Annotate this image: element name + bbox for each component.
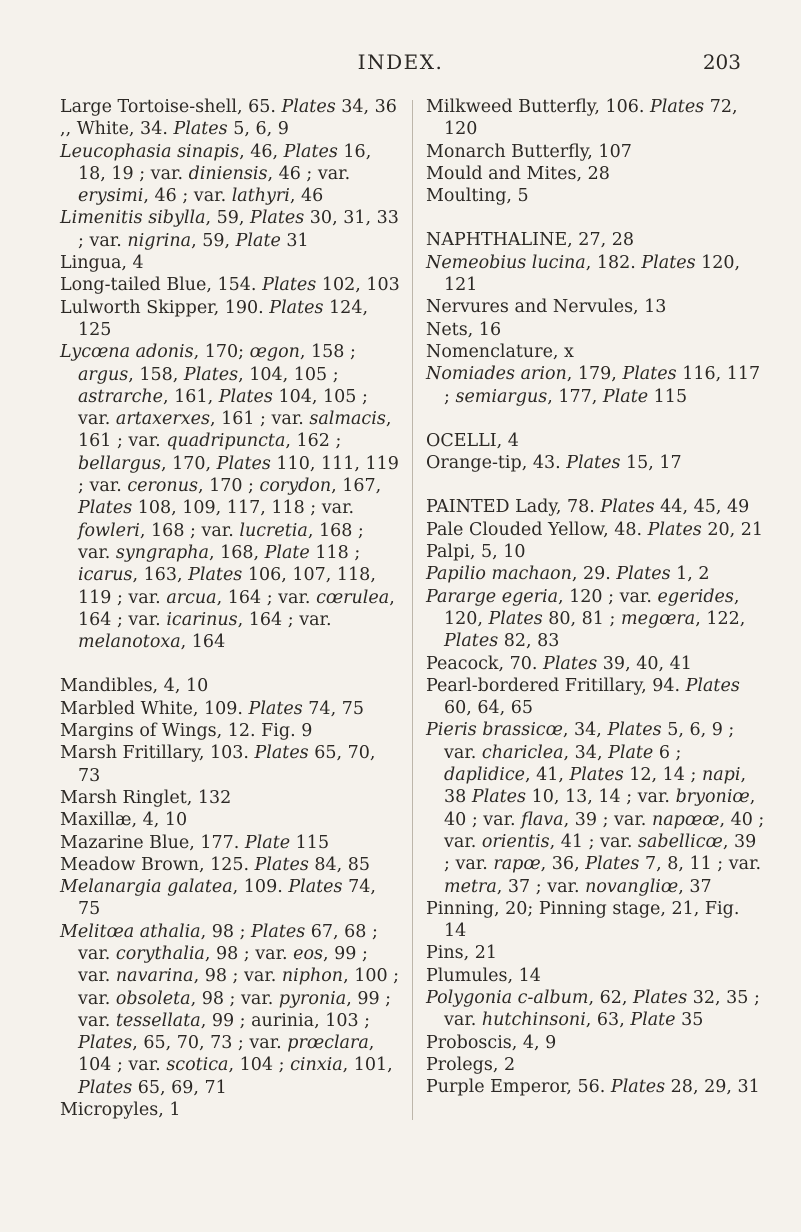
index-entry-text: Milkweed Butterfly, 106.: [426, 97, 650, 117]
index-entry-text: 115: [648, 386, 688, 407]
index-entry: [426, 496, 766, 518]
index-entry-text: salmacis: [309, 409, 386, 430]
index-entry-text: Pararge egeria: [426, 586, 559, 607]
index-entry-text: , 40 ; var.: [444, 809, 765, 852]
index-entry-text: eos: [293, 943, 324, 964]
index-entry: [426, 252, 766, 297]
index-entry-text: quadripuncta: [166, 431, 286, 452]
index-entry-text: Pins, 21: [426, 943, 498, 964]
index-entry-text: , 163,: [132, 565, 189, 586]
index-entry-text: , 158 ;: [299, 342, 356, 363]
index-entry: [426, 965, 766, 987]
index-entry-text: , 39 ; var.: [563, 809, 652, 830]
index-entry-text: 65, 70, 73: [78, 743, 376, 786]
index-entry: [426, 319, 766, 341]
index-entry-text: Leucophasia sinapis: [60, 141, 240, 162]
index-entry-text: 82, 83: [498, 631, 560, 652]
index-entry-text: metra: [444, 876, 497, 897]
index-entry-text: , 104, 105 ;: [238, 364, 339, 385]
index-entry: [60, 207, 400, 252]
index-entry-text: , 59,: [191, 230, 236, 251]
index-entry-text: 20, 21: [701, 519, 764, 540]
index-entry-text: 16, 18, 19 ; var.: [78, 141, 372, 184]
index-entry-text: , 168,: [208, 542, 265, 563]
index-entry-text: Nervures and Nervules, 13: [426, 297, 667, 318]
index-entry-text: erysimi: [78, 186, 144, 207]
index-entry-text: daplidice: [444, 765, 525, 786]
index-entry-text: 115: [290, 832, 330, 853]
index-entry-text: Plate: [264, 542, 310, 563]
index-entry-text: , 170;: [193, 342, 250, 363]
index-entry-text: , 36,: [540, 854, 586, 875]
index-entry: [426, 163, 766, 185]
index-entry-text: Plates: [633, 987, 688, 1008]
index-entry-text: melanotoxa: [78, 632, 181, 653]
index-entry-text: artaxerxes: [115, 409, 210, 430]
index-entry: [426, 452, 766, 474]
index-entry-text: Large Tortoise-shell, 65.: [60, 97, 282, 117]
index-entry: [426, 563, 766, 585]
index-entry-text: , 161 ; var.: [209, 409, 310, 430]
index-entry-text: Plates: [216, 453, 271, 474]
index-entry-text: 35: [675, 1010, 704, 1031]
index-entry-text: , 46: [289, 186, 324, 207]
index-entry: [426, 519, 766, 541]
index-entry-text: Plates: [78, 1077, 133, 1098]
index-entry-text: Plate: [244, 832, 291, 853]
index-entry-text: Plates: [488, 608, 543, 629]
index-entry: [60, 341, 400, 653]
index-entry-text: Plates: [281, 97, 336, 117]
index-entry: [60, 854, 400, 876]
index-entry-text: icarus: [78, 565, 133, 586]
index-entry-text: Plates: [616, 564, 671, 585]
index-entry: [426, 1076, 766, 1098]
index-entry-text: , 39 ; var.: [444, 831, 757, 875]
index-entry-text: Plates: [183, 364, 239, 385]
index-entry-text: , 182.: [585, 252, 642, 273]
index-entry-text: , 65, 70, 73 ; var.: [132, 1033, 288, 1054]
index-entry: [426, 141, 766, 163]
index-entry-text: Plates: [641, 252, 696, 273]
column-divider: [412, 100, 413, 1120]
index-entry-text: 74, 75: [302, 698, 364, 719]
index-entry: [426, 675, 766, 720]
index-entry-text: Plates: [250, 208, 305, 229]
index-entry-text: Plates: [647, 519, 702, 540]
index-entry-text: 32, 35 ; var.: [444, 987, 760, 1031]
index-entry-text: 44, 45, 49: [654, 497, 750, 518]
index-entry: [60, 274, 400, 296]
index-entry: [60, 832, 400, 854]
index-entry-text: œgon: [249, 342, 300, 363]
index-entry: [426, 1054, 766, 1076]
index-entry-text: , 41,: [525, 765, 570, 786]
index-entry-text: , 170,: [161, 453, 217, 474]
index-entry-text: Plates: [610, 1077, 666, 1098]
index-entry: [426, 229, 766, 251]
index-entry: [426, 363, 766, 408]
index-entry-text: fowleri: [78, 520, 140, 541]
index-entry-text: tessellata: [115, 1010, 201, 1031]
index-entry-text: 5, 6, 9: [227, 119, 289, 140]
index-entry-text: Orange-tip, 43.: [426, 453, 567, 474]
index-entry-text: argus: [78, 364, 129, 385]
index-entry-text: Nomenclature, x: [426, 341, 574, 362]
index-entry: [60, 742, 400, 787]
index-entry-text: , 37 ; var.: [496, 876, 586, 897]
index-entry-text: 39, 40, 41: [597, 653, 692, 674]
index-entry-text: navarina: [115, 966, 194, 987]
index-entry-text: Plate: [602, 386, 649, 407]
index-entry-text: Plates: [685, 675, 740, 696]
index-entry-text: , 41 ; var.: [549, 831, 638, 852]
index-entry-text: Marsh Fritillary, 103.: [60, 743, 255, 764]
index-entry-text: Mandibles, 4, 10: [60, 676, 209, 697]
index-entry-text: 60, 64, 65: [444, 698, 534, 719]
index-entry-text: bellargus: [78, 453, 162, 474]
index-entry-text: novangliœ: [585, 876, 679, 897]
index-entry-text: Margins of Wings, 12. Fig. 9: [60, 721, 313, 742]
index-entry-text: Monarch Butterfly, 107: [426, 141, 632, 162]
index-entry-text: OCELLI, 4: [426, 430, 519, 451]
index-entry-text: , 99 ; var.: [78, 988, 392, 1031]
index-entry-text: diniensis: [188, 163, 268, 184]
page-number: 203: [702, 50, 741, 74]
index-entry-text: Nets, 16: [426, 319, 502, 340]
index-entry-text: 10, 13, 14 ; var.: [526, 787, 676, 808]
index-entry-text: ceronus: [127, 476, 198, 497]
index-entry-text: Plates: [262, 275, 317, 296]
index-entry-text: , 104 ; var.: [78, 1033, 375, 1076]
index-entry-text: NAPHTHALINE, 27, 28: [426, 230, 634, 251]
index-entry-text: lucretia: [239, 520, 308, 541]
index-entry-text: syngrapha: [115, 542, 209, 563]
index-entry-text: Plates: [444, 631, 499, 652]
index-entry-text: Marsh Ringlet, 132: [60, 787, 232, 808]
index-entry-text: , 46,: [239, 141, 284, 162]
index-entry-text: , 99 ; var.: [78, 943, 368, 987]
index-column-left: [60, 96, 400, 1121]
index-entry: [60, 876, 400, 921]
index-entry-text: napœœ: [651, 809, 720, 830]
index-entry-text: corythalia: [115, 943, 205, 964]
index-entry: [426, 341, 766, 363]
index-entry: [60, 921, 400, 1099]
index-entry-text: , 40 ; var.: [444, 787, 756, 830]
index-entry-text: 15, 17: [620, 453, 682, 474]
index-entry-text: , 120,: [444, 586, 740, 629]
index-entry-text: , 158,: [128, 364, 184, 385]
index-entry-text: Lingua, 4: [60, 253, 144, 274]
running-title: INDEX.: [357, 50, 444, 74]
index-entry: [60, 141, 400, 208]
index-entry-text: , 98 ;: [200, 921, 252, 942]
index-entry-text: Plates: [288, 877, 343, 898]
index-entry-text: 6 ;: [653, 742, 682, 763]
index-entry-text: semiargus: [455, 386, 548, 407]
index-entry: [426, 296, 766, 318]
index-entry-text: , 164: [180, 632, 226, 653]
index-entry-text: , 162 ;: [285, 431, 342, 452]
index-entry-text: Nemeobius lucina: [426, 252, 586, 273]
index-entry-text: bryoniœ: [675, 787, 750, 808]
index-entry-text: Peacock, 70.: [426, 653, 544, 674]
index-entry-text: , 100 ; var.: [78, 966, 400, 1009]
index-entry: [60, 118, 400, 140]
index-entry-text: , 34,: [562, 720, 608, 741]
index-entry-text: Plates: [254, 854, 309, 875]
index-entry-text: , 122,: [695, 608, 746, 629]
index-entry: [60, 698, 400, 720]
index-entry-text: corydon: [259, 476, 332, 497]
index-entry-text: Plates: [283, 141, 338, 162]
index-entry-text: napi: [701, 765, 741, 786]
index-entry: [60, 252, 400, 274]
index-entry-text: Pinning, 20; Pinning stage, 21, Fig. 14: [426, 898, 740, 942]
index-entry-text: 110, 111, 119 ; var.: [78, 453, 399, 497]
index-entry-text: Polygonia c-album: [426, 987, 589, 1008]
index-entry-text: Plates: [600, 497, 655, 518]
index-entry-text: 65, 69, 71: [132, 1077, 227, 1098]
index-entry-text: 74, 75: [78, 877, 376, 920]
index-entry: [426, 96, 766, 141]
index-entry: [426, 185, 766, 207]
index-entry-text: Plate: [608, 742, 654, 763]
index-entry-text: Plates: [471, 787, 527, 808]
index-entry-text: , 168 ; var.: [139, 520, 240, 541]
index-entry-text: , 164 ; var.: [216, 587, 317, 608]
index-entry: [60, 787, 400, 809]
index-entry-text: , 29.: [571, 564, 617, 585]
index-entry-text: , 46 ; var.: [143, 186, 232, 207]
index-entry-text: Palpi, 5, 10: [426, 542, 526, 563]
index-entry-text: 118 ;: [309, 542, 361, 563]
index-entry: [60, 720, 400, 742]
index-entry-text: Plates: [78, 1033, 133, 1054]
index-entry-text: 12, 14 ;: [623, 765, 702, 786]
index-entry-text: , 177,: [547, 386, 603, 407]
index-entry-text: PAINTED Lady, 78.: [426, 497, 601, 518]
index-entry-text: Plates: [543, 653, 598, 674]
index-entry-text: Plates: [254, 743, 309, 764]
index-entry-text: Plumules, 14: [426, 965, 541, 986]
index-entry-text: hutchinsoni: [481, 1010, 586, 1031]
index-entry-text: , 164 ; var.: [237, 609, 332, 630]
index-entry-text: cœrulea: [316, 587, 390, 608]
index-entry-text: Melanargia galatea: [60, 877, 233, 898]
index-entry-text: 116, 117 ;: [444, 364, 761, 407]
index-entry: [426, 541, 766, 563]
index-entry: [60, 809, 400, 831]
index-entry: [426, 430, 766, 452]
index-entry-text: 30, 31, 33 ; var.: [78, 208, 399, 251]
index-entry-text: Plates: [78, 498, 133, 519]
index-entry-text: 106, 107, 118, 119 ; var.: [78, 565, 376, 608]
index-entry-text: Plates: [188, 565, 243, 586]
index-column-right: [426, 96, 766, 1098]
index-entry-text: Plates: [218, 386, 273, 407]
index-entry-text: 34, 36: [335, 97, 397, 117]
index-entry: [426, 942, 766, 964]
index-entry-text: Plates: [585, 854, 640, 875]
index-entry-text: , 120 ; var.: [558, 586, 658, 607]
index-entry-text: 72, 120: [444, 97, 738, 140]
index-entry-text: Mould and Mites, 28: [426, 163, 610, 184]
index-entry-text: rapœ: [493, 854, 541, 875]
index-entry-text: 84, 85: [308, 854, 371, 875]
index-entry: [426, 898, 766, 943]
index-entry-text: nigrina: [127, 230, 192, 251]
index-entry-text: Papilio machaon: [426, 564, 572, 585]
index-entry-text: , 46 ; var.: [267, 163, 351, 184]
index-entry-text: 80, 81 ;: [542, 608, 621, 629]
index-entry-text: , 109.: [232, 877, 289, 898]
index-entry: [426, 586, 766, 653]
index-entry-text: Plate: [235, 230, 281, 251]
index-entry-text: 120, 121: [444, 252, 741, 296]
index-entry-text: 31: [280, 230, 309, 251]
index-entry-text: Plates: [269, 297, 324, 318]
index-entry-text: 104, 105 ; var.: [78, 386, 368, 430]
index-entry-text: flava: [521, 809, 564, 830]
index-entry-text: Plates: [622, 364, 677, 385]
index-entry-text: Purple Emperor, 56.: [426, 1077, 611, 1098]
index-entry-text: 67, 68 ; var.: [78, 921, 378, 964]
index-entry: [60, 297, 400, 342]
index-entry-text: , 161,: [163, 386, 219, 407]
index-entry-text: , 34,: [563, 742, 609, 763]
index-entry-text: ,, White, 34.: [60, 119, 174, 140]
index-entry-text: Maxillæ, 4, 10: [60, 810, 188, 831]
index-entry-text: Nomiades arion: [426, 364, 567, 385]
index-entry-text: Pearl-bordered Fritillary, 94.: [426, 675, 686, 696]
index-entry-text: Plates: [649, 97, 705, 117]
index-entry-text: , 62,: [588, 987, 634, 1008]
index-entry-text: chariclea: [481, 742, 564, 763]
index-entry-text: , 168 ; var.: [78, 520, 364, 563]
index-entry-text: cinxia: [290, 1055, 343, 1076]
index-entry-text: Meadow Brown, 125.: [60, 854, 255, 875]
index-entry-text: Proboscis, 4, 9: [426, 1032, 557, 1053]
index-entry-text: , 98 ; var.: [204, 943, 294, 964]
index-entry: [426, 1032, 766, 1054]
index-entry-text: obsoleta: [115, 988, 191, 1009]
index-entry-text: Plates: [251, 921, 306, 942]
index-entry-text: , 170 ;: [197, 476, 260, 497]
index-entry-text: egerides: [657, 586, 734, 607]
index-entry-text: Melitœa athalia: [60, 921, 201, 942]
index-entry: [426, 719, 766, 897]
index-entry-text: , 38: [444, 765, 747, 808]
page-header: [0, 50, 801, 80]
index-entry-text: 102, 103: [316, 275, 400, 296]
index-entry-text: , 161 ; var.: [78, 409, 392, 452]
index-entry-text: Micropyles, 1: [60, 1100, 181, 1121]
index-entry-text: , 63,: [585, 1010, 631, 1031]
index-entry-text: Mazarine Blue, 177.: [60, 832, 245, 853]
index-entry: [60, 675, 400, 697]
index-entry-text: Limenitis sibylla: [60, 208, 206, 229]
index-entry-text: orientis: [481, 831, 550, 852]
index-entry-text: icarinus: [166, 609, 238, 630]
index-entry-text: Plates: [607, 720, 662, 741]
index-entry-text: , 104 ;: [228, 1055, 291, 1076]
index-entry-text: , 37: [678, 876, 712, 897]
index-entry: [60, 1099, 400, 1121]
index-entry-text: Prolegs, 2: [426, 1054, 516, 1075]
index-entry-text: Moulting, 5: [426, 186, 529, 207]
index-entry-text: sabellicœ: [637, 831, 723, 852]
index-entry: [426, 653, 766, 675]
index-entry-text: Plates: [569, 765, 624, 786]
index-entry-text: 1, 2: [670, 564, 710, 585]
index-entry-text: prœclara: [287, 1033, 369, 1054]
index-entry-text: 28, 29, 31: [665, 1077, 760, 1098]
index-entry-text: , 59,: [205, 208, 251, 229]
index-entry-text: , 164 ; var.: [78, 587, 395, 630]
index-entry-text: , 101,: [342, 1055, 393, 1076]
index-entry-text: Long-tailed Blue, 154.: [60, 275, 263, 296]
index-entry-text: , 179,: [566, 364, 623, 385]
index-entry-text: 108, 109, 117, 118 ; var.: [132, 498, 355, 519]
index-entry-text: Plates: [248, 698, 303, 719]
index-entry-text: lathyri: [231, 186, 290, 207]
index-entry-text: pyronia: [278, 988, 347, 1009]
index-entry-text: Lulworth Skipper, 190.: [60, 297, 270, 318]
index-entry-text: Plate: [630, 1010, 676, 1031]
index-entry-text: Pieris brassicœ: [426, 720, 563, 741]
index-entry-text: , 98 ; var.: [190, 988, 279, 1009]
index-entry-text: , 98 ; var.: [193, 966, 282, 987]
index-entry-text: arcua: [166, 587, 217, 608]
index-entry-text: , 99 ; aurinia, 103 ;: [200, 1010, 371, 1031]
index-entry: [60, 96, 400, 118]
index-entry-text: Pale Clouded Yellow, 48.: [426, 519, 648, 540]
index-entry-text: Marbled White, 109.: [60, 698, 249, 719]
index-entry-text: 124, 125: [78, 297, 369, 340]
index-entry-text: Plates: [566, 453, 621, 474]
index-entry-text: Plates: [173, 119, 228, 140]
index-entry-text: Lycœna adonis: [60, 342, 194, 363]
index-entry-text: megœra: [620, 608, 696, 629]
index-entry-text: 7, 8, 11 ; var.: [639, 854, 762, 875]
index-entry-text: scotica: [166, 1055, 229, 1076]
index-entry-text: niphon: [281, 966, 344, 987]
index-entry-text: 5, 6, 9 ; var.: [444, 720, 735, 763]
index-entry-text: , 167,: [331, 476, 382, 497]
index-entry-text: astrarche: [78, 386, 164, 407]
index-entry: [426, 987, 766, 1032]
